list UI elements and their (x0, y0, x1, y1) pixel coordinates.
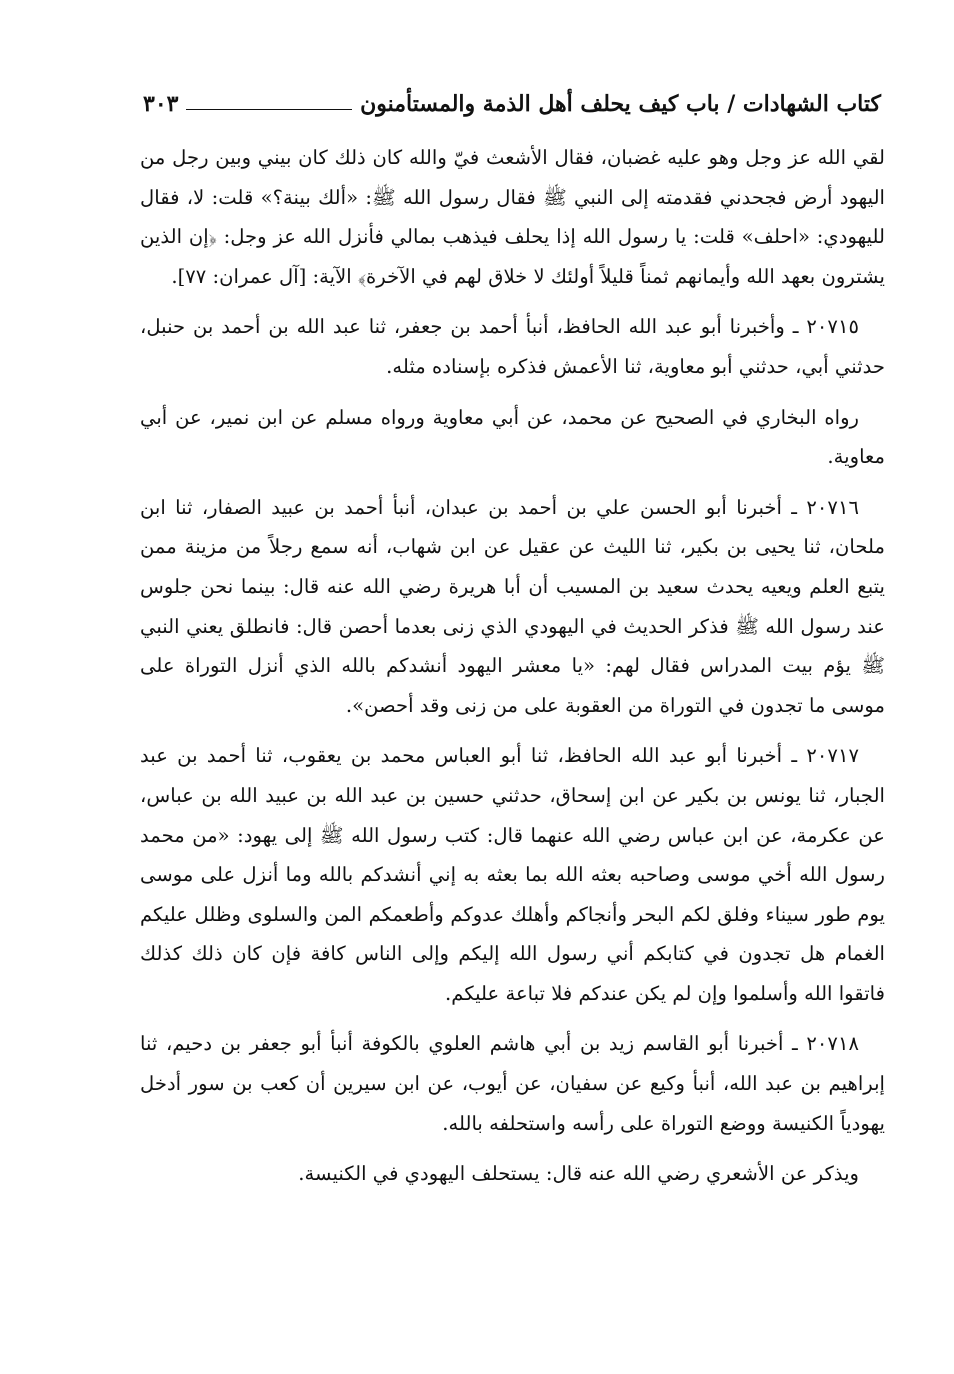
page-body (140, 138, 885, 1205)
header-rule (186, 109, 352, 110)
narration-note: رواه البخاري في الصحيح عن محمد، عن أبي معاوية ورواه مسلم عن ابن نمير، عن أبي معاوية. (140, 405, 885, 469)
paragraph-continuation: لقي الله عز وجل وهو عليه غضبان، فقال الأشعث فيّ والله كان ذلك كان بيني وبين رجل من اليهود أرض فجحدني فقدمته إلى النبي ﷺ فقال رسول الله ﷺ: «ألك بينة؟» قلت: لا، فقال لليهودي: «احلف» قلت: يا رسول الله إذا يحلف فيذهب بمالي فأنزل الله عز وجل: ﴿إن الذين يشترون بعهد الله وأيمانهم ثمناً قليلاً أولئك لا خلاق لهم في الآخرة﴾ الآية: [آل عمران: ٧٧]. (140, 146, 885, 288)
hadith-20718: ٢٠٧١٨ ـ أخبرنا أبو القاسم زيد بن أبي هاشم العلوي بالكوفة أنبأ أبو جعفر بن دحيم، ثنا إبراهيم بن عبد الله، أنبأ وكيع عن سفيان، عن أيوب، عن ابن سيرين أن كعب بن سور أدخل يهودياً الكنيسة ووضع التوراة على رأسه واستحلفه بالله. (140, 1032, 885, 1135)
hadith-20716: ٢٠٧١٦ ـ أخبرنا أبو الحسن علي بن أحمد بن عبدان، أنبأ أحمد بن عبيد الصفار، ثنا ابن ملحان، ثنا يحيى بن بكير، ثنا الليث عن عقيل عن ابن شهاب، أنه سمع رجلاً من مزينة ممن يتبع العلم ويعيه يحدث سعيد بن المسيب أن أبا هريرة رضي الله عنه قال: بينما نحن جلوس عند رسول الله ﷺ فذكر الحديث في اليهودي الذي زنى بعدما أحصن قال: فانطلق يعني النبي ﷺ يؤم بيت المدراس فقال لهم: «يا معشر اليهود أنشدكم بالله الذي أنزل التوراة على موسى ما تجدون في التوراة من العقوبة على من زنى وقد أحصن». (140, 495, 885, 717)
hadith-20715: ٢٠٧١٥ ـ وأخبرنا أبو عبد الله الحافظ، أنبأ أحمد بن جعفر، ثنا عبد الله بن أحمد بن حنبل، حدثني أبي، حدثني أبو معاوية، ثنا الأعمش فذكره بإسناده مثله. (140, 315, 885, 378)
hadith-20717: ٢٠٧١٧ ـ أخبرنا أبو عبد الله الحافظ، ثنا أبو العباس محمد بن يعقوب، ثنا أحمد بن عبد الجبار، ثنا يونس بن بكير عن ابن إسحاق، حدثني حسين بن عبد الله بن عبيد الله بن عباس، عن عكرمة، عن ابن عباس رضي الله عنهما قال: كتب رسول الله ﷺ إلى يهود: «من محمد رسول الله أخي موسى وصاحبه بعثه الله بما بعثه به إني أنشدكم بالله وما أنزل على موسى يوم طور سيناء وفلق لكم البحر وأنجاكم وأهلك عدوكم وأطعمكم المن والسلوى وظلل عليكم الغمام هل تجدون في كتابكم أني رسول الله إليكم وإلى الناس كافة فإن كان ذلك كذلك فاتقوا الله وأسلموا وإن لم يكن عندكم فلا تباعة عليكم. (140, 744, 885, 1005)
closing-note: ويذكر عن الأشعري رضي الله عنه قال: يستحلف اليهودي في الكنيسة. (298, 1162, 859, 1186)
header-title: كتاب الشهادات / باب كيف يحلف أهل الذمة والمستأمنون (360, 91, 881, 117)
running-header (143, 84, 881, 124)
page-number: ٣٠٣ (143, 91, 179, 117)
